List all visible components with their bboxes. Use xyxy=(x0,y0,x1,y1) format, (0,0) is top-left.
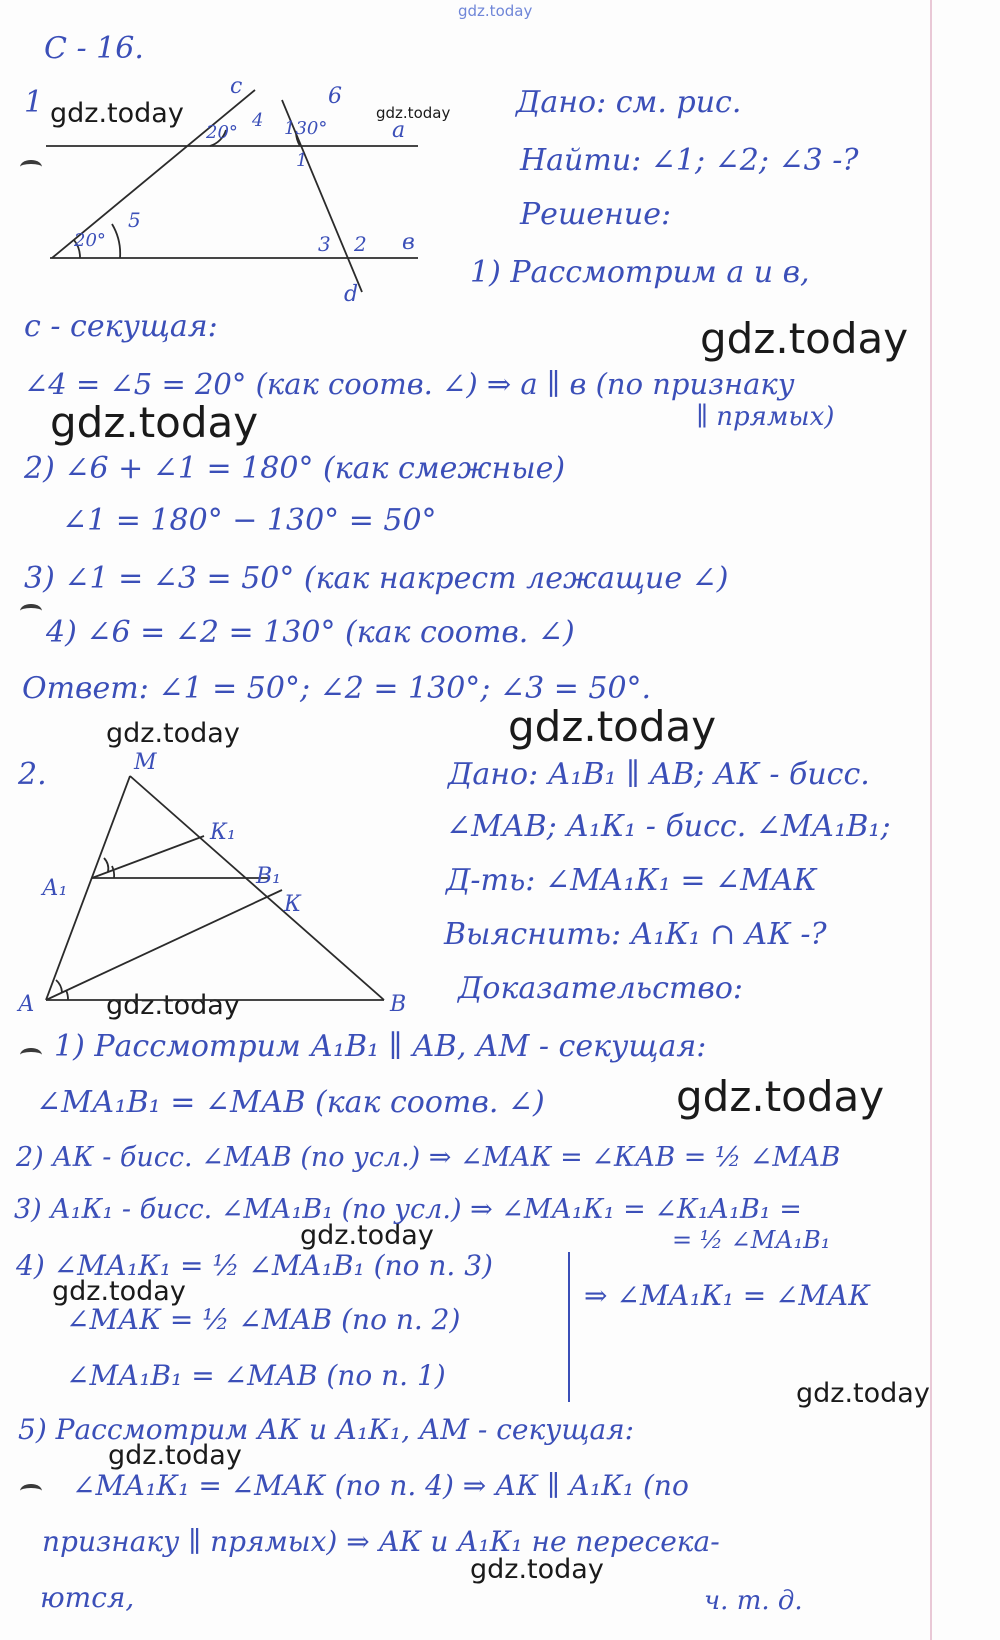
fig1-label-angle20-bottom: 20° xyxy=(74,230,106,251)
task2-number: 2. xyxy=(18,757,47,792)
watermark: gdz.today xyxy=(300,1220,434,1251)
task1-number: 1 xyxy=(24,85,44,120)
task2-line-5: = ½ ∠МА₁В₁ xyxy=(672,1226,831,1254)
fig2-label-B: В xyxy=(390,992,407,1017)
task1-line-5: 2) ∠6 + ∠1 = 180° (как смежные) xyxy=(24,451,566,486)
watermark: gdz.today xyxy=(676,1072,885,1121)
task2-line-3: 2) АК - бисс. ∠МАВ (по усл.) ⇒ ∠МАК = ∠КАВ = ½ ∠МАВ xyxy=(16,1142,841,1173)
watermark: gdz.today xyxy=(508,702,717,751)
fig1-label-angle3: 3 xyxy=(318,232,331,256)
task2-line-11: ∠МА₁К₁ = ∠МАК (по п. 4) ⇒ АК ∥ А₁К₁ (по xyxy=(72,1469,689,1502)
task1-line-7: 3) ∠1 = ∠3 = 50° (как накрест лежащие ∠) xyxy=(24,561,729,596)
task1-line-6: ∠1 = 180° − 130° = 50° xyxy=(62,503,437,538)
task2-given-2: ∠МАВ; А₁К₁ - бисс. ∠МА₁В₁; xyxy=(446,809,891,844)
task2-given-4: Выяснить: А₁К₁ ∩ АК -? xyxy=(444,917,827,952)
fig1-label-angle4: 4 xyxy=(252,110,264,131)
fig2-label-A: А xyxy=(18,992,35,1017)
fig1-label-c: c xyxy=(230,74,243,99)
task1-line-1: 1) Рассмотрим а и в, xyxy=(470,255,810,290)
task2-line-7: ∠МАК = ½ ∠МАВ (по п. 2) xyxy=(66,1303,461,1336)
task1-find: Найти: ∠1; ∠2; ∠3 -? xyxy=(520,143,859,178)
task2-line-10: 5) Рассмотрим АК и А₁К₁, АМ - секущая: xyxy=(18,1413,635,1446)
task1-answer: Ответ: ∠1 = 50°; ∠2 = 130°; ∠3 = 50°. xyxy=(22,671,652,706)
fig1-label-d: d xyxy=(344,282,359,307)
watermark: gdz.today xyxy=(52,1276,186,1307)
fig2-label-A1: А₁ xyxy=(42,876,68,901)
task2-line-8: ∠МА₁В₁ = ∠МАВ (по п. 1) xyxy=(66,1359,446,1392)
task2-line-1: 1) Рассмотрим А₁В₁ ∥ АВ, АМ - секущая: xyxy=(54,1029,707,1064)
fig1-label-angle1: 1 xyxy=(296,150,308,171)
task1-line-2: с - секущая: xyxy=(24,309,218,344)
watermark-top: gdz.today xyxy=(458,2,533,20)
task2-line-12: признаку ∥ прямых) ⇒ АК и А₁К₁ не пересека- xyxy=(42,1525,720,1558)
fig1-label-a: a xyxy=(392,118,406,143)
fig2-label-M: М xyxy=(134,750,157,775)
watermark: gdz.today xyxy=(108,1440,242,1471)
task1-solution-title: Решение: xyxy=(520,197,672,232)
fig1-label-angle2: 2 xyxy=(354,232,367,256)
watermark: gdz.today xyxy=(796,1378,930,1409)
fig1-label-angle20-top: 20° xyxy=(206,122,238,143)
task2-line-9: ⇒ ∠МА₁К₁ = ∠МАК xyxy=(584,1279,871,1312)
fig2-label-B1: В₁ xyxy=(256,864,281,889)
task2-proof-title: Доказательство: xyxy=(458,971,744,1006)
task2-given-3: Д-ть: ∠МА₁К₁ = ∠МАК xyxy=(446,863,817,898)
task2-line-6: 4) ∠МА₁К₁ = ½ ∠МА₁В₁ (по п. 3) xyxy=(16,1249,493,1282)
fig1-label-6: 6 xyxy=(328,84,342,109)
task2-line-2: ∠МА₁В₁ = ∠МАВ (как соотв. ∠) xyxy=(36,1085,545,1120)
watermark: gdz.today xyxy=(50,398,259,447)
page-title: С - 16. xyxy=(44,31,144,66)
watermark: gdz.today xyxy=(470,1554,604,1585)
fig1-label-angle130: 130° xyxy=(284,118,328,139)
fig1-label-b: в xyxy=(402,230,415,255)
task1-given: Дано: см. рис. xyxy=(516,85,742,120)
watermark: gdz.today xyxy=(106,718,240,749)
watermark: gdz.today xyxy=(376,104,451,122)
task2-line-13: ются, xyxy=(40,1581,135,1614)
brace-line xyxy=(568,1252,570,1402)
fig1-label-angle5: 5 xyxy=(128,208,141,232)
task2-line-4: 3) А₁К₁ - бисс. ∠МА₁В₁ (по усл.) ⇒ ∠МА₁К₁ = ∠К₁А₁В₁ = xyxy=(14,1194,802,1225)
watermark: gdz.today xyxy=(106,990,240,1021)
task1-line-3: ∠4 = ∠5 = 20° (как соотв. ∠) ⇒ а ∥ в (по признаку xyxy=(24,367,795,401)
watermark: gdz.today xyxy=(50,98,184,129)
fig2-label-K1: К₁ xyxy=(210,820,236,845)
task2-given-1: Дано: А₁В₁ ∥ АВ; АК - бисс. xyxy=(448,757,870,792)
watermark: gdz.today xyxy=(700,314,909,363)
task1-line-8: 4) ∠6 = ∠2 = 130° (как соотв. ∠) xyxy=(46,615,575,650)
fig2-label-K: К xyxy=(284,892,302,917)
task1-line-4: ∥ прямых) xyxy=(696,402,835,432)
task2-line-14: ч. т. д. xyxy=(704,1586,803,1616)
